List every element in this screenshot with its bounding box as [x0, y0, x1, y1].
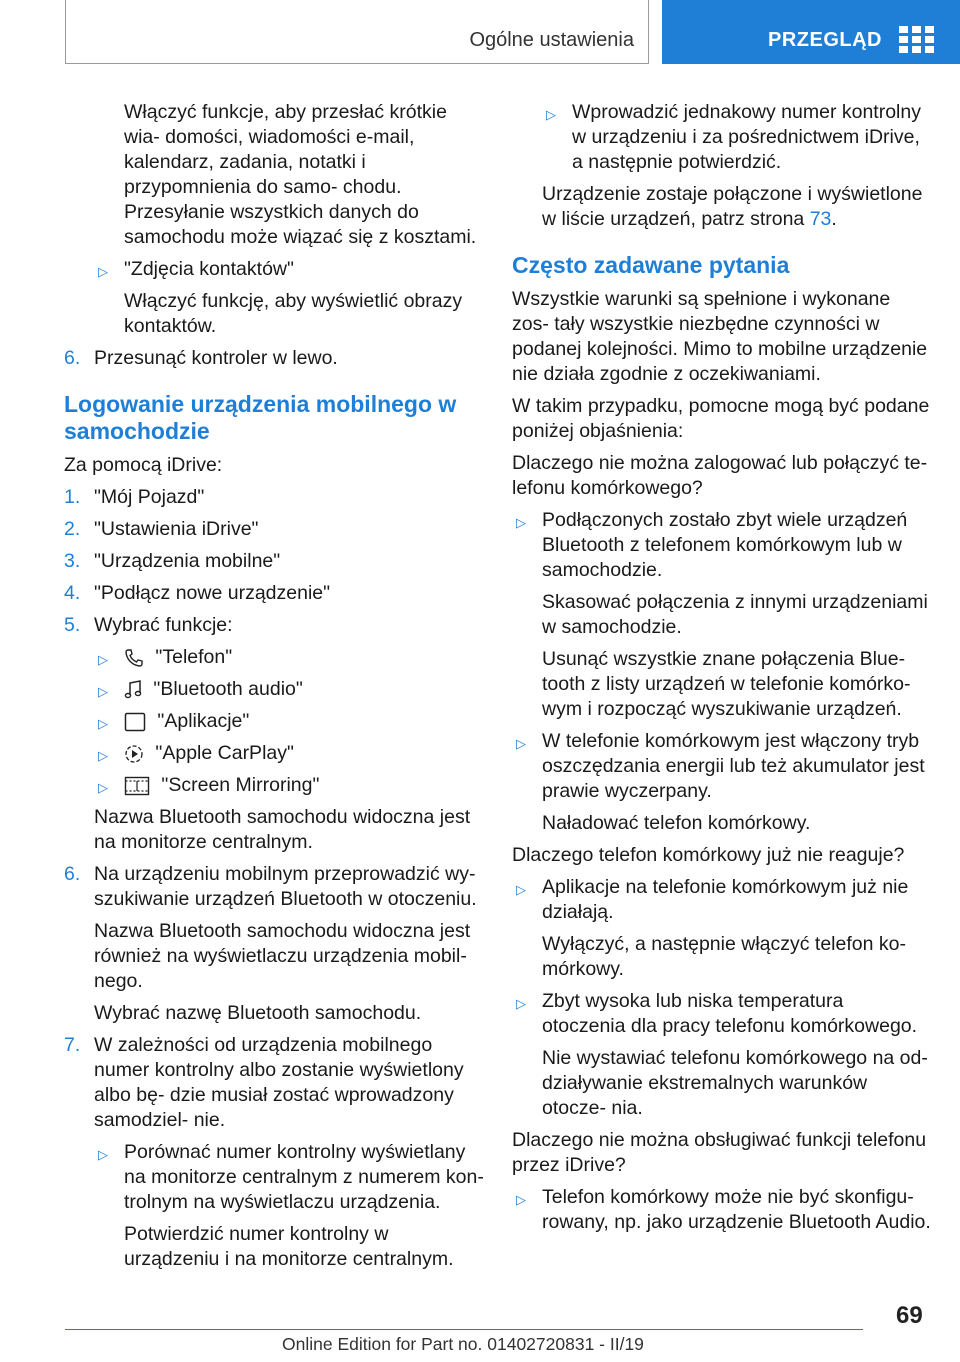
list-item-text: "Bluetooth audio"	[153, 678, 303, 700]
faq-question: Dlaczego nie można obsługiwać funkcji telefonu przez iDrive?	[512, 1129, 927, 1176]
step-item	[64, 1033, 484, 1133]
list-item-text: Podłączonych zostało zbyt wiele urządzeń Bluetooth z telefonem komórkowym lub w samochodzie.	[542, 509, 908, 581]
triangle-bullet-icon: ▷	[516, 996, 526, 1011]
list-item-text: Zbyt wysoka lub niska temperatura otoczenia dla pracy telefonu komórkowego.	[542, 990, 918, 1037]
triangle-bullet-icon: ▷	[516, 1192, 526, 1207]
step-item	[64, 613, 484, 638]
section-heading: Często zadawane pytania	[512, 252, 790, 278]
step-text: Na urządzeniu mobilnym przeprowadzić wy- szukiwanie urządzeń Bluetooth w otoczeniu.	[94, 863, 477, 910]
list-item	[64, 257, 484, 282]
step-number: 5.	[64, 614, 81, 636]
paragraph: Wyłączyć, a następnie włączyć telefon ko- mórkowy.	[542, 933, 906, 980]
list-item	[64, 709, 484, 734]
step-item	[64, 862, 484, 912]
step-text: Wybrać funkcje:	[94, 614, 233, 636]
footer-divider	[65, 1329, 863, 1330]
triangle-bullet-icon: ▷	[98, 684, 108, 699]
triangle-bullet-icon: ▷	[516, 882, 526, 897]
screen-mirroring-icon	[124, 776, 150, 796]
paragraph	[512, 182, 932, 232]
list-item	[64, 741, 484, 766]
list-item	[64, 773, 484, 798]
paragraph: Za pomocą iDrive:	[64, 454, 223, 476]
list-item-text: Telefon komórkowy może nie być skonfigu- rowany, np. jako urządzenie Bluetooth Audio.	[542, 1186, 931, 1233]
list-item-text: "Apple CarPlay"	[155, 742, 294, 764]
list-item-text: Wprowadzić jednakowy numer kontrolny w urządzeniu i za pośrednictwem iDrive, a następnie potwierdzić.	[572, 101, 921, 173]
paragraph: Skasować połączenia z innymi urządzeniami w samochodzie.	[542, 591, 928, 638]
step-text: "Podłącz nowe urządzenie"	[94, 582, 331, 604]
music-note-icon	[124, 680, 142, 700]
page-reference-link[interactable]: 73	[809, 208, 832, 230]
section-heading: Logowanie urządzenia mobilnego w samochodzie	[64, 391, 457, 444]
faq-question: Dlaczego telefon komórkowy już nie reaguje?	[512, 844, 905, 866]
triangle-bullet-icon: ▷	[98, 716, 108, 731]
step-text: W zależności od urządzenia mobilnego numer kontrolny albo zostanie wyświetlony albo bę- dzie musiał zostać wprowadzony samodziel- nie.	[94, 1034, 464, 1131]
step-number: 7.	[64, 1034, 81, 1056]
paragraph: Włączyć funkcję, aby wyświetlić obrazy kontaktów.	[124, 290, 463, 337]
list-item	[64, 1140, 484, 1215]
triangle-bullet-icon: ▷	[516, 515, 526, 530]
triangle-bullet-icon: ▷	[98, 1147, 108, 1162]
left-column	[64, 100, 484, 1279]
faq-question: Dlaczego nie można zalogować lub połączyć te- lefonu komórkowego?	[512, 452, 928, 499]
list-item	[512, 729, 932, 804]
list-item	[512, 875, 932, 925]
paragraph: Nie wystawiać telefonu komórkowego na od- działywanie ekstremalnych warunków otocze- nia.	[542, 1047, 928, 1119]
list-item-text: W telefonie komórkowym jest włączony tryb oszczędzania energii lub też akumulator jest prawie wyczerpany.	[542, 730, 925, 802]
list-item-text: "Screen Mirroring"	[161, 774, 320, 796]
page-number: 69	[896, 1302, 923, 1329]
list-item	[512, 989, 932, 1039]
step-number: 6.	[64, 863, 81, 885]
list-item	[64, 645, 484, 670]
section-title: Ogólne ustawienia	[469, 29, 634, 51]
step-item	[64, 517, 484, 542]
step-text: "Mój Pojazd"	[94, 486, 205, 508]
grid-icon	[899, 26, 934, 53]
paragraph-text: Urządzenie zostaje połączone i wyświetlone w liście urządzeń, patrz strona	[542, 183, 923, 230]
paragraph: Nazwa Bluetooth samochodu widoczna jest również na wyświetlaczu urządzenia mobil- nego.	[94, 920, 471, 992]
paragraph-text: .	[831, 208, 837, 230]
overview-nav-button[interactable]	[662, 0, 960, 64]
triangle-bullet-icon: ▷	[98, 652, 108, 667]
list-item-text: "Aplikacje"	[157, 710, 250, 732]
list-item	[512, 508, 932, 583]
step-text: Przesunąć kontroler w lewo.	[94, 347, 338, 369]
paragraph: Wybrać nazwę Bluetooth samochodu.	[94, 1002, 422, 1024]
list-item-text: "Telefon"	[155, 646, 233, 668]
list-item-text: Aplikacje na telefonie komórkowym już nie działają.	[542, 876, 909, 923]
list-item-text: Porównać numer kontrolny wyświetlany na monitorze centralnym z numerem kon- trolnym na wyświetlaczu urządzenia.	[124, 1141, 484, 1213]
paragraph: Naładować telefon komórkowy.	[542, 812, 811, 834]
triangle-bullet-icon: ▷	[98, 780, 108, 795]
list-item	[512, 100, 932, 175]
footer-edition: Online Edition for Part no. 01402720831 - II/19	[282, 1334, 644, 1354]
play-icon	[124, 744, 144, 764]
paragraph: Potwierdzić numer kontrolny w urządzeniu i na monitorze centralnym.	[124, 1223, 454, 1270]
list-item	[64, 677, 484, 702]
step-text: "Urządzenia mobilne"	[94, 550, 281, 572]
header-section-tab	[65, 0, 649, 64]
paragraph: Usunąć wszystkie znane połączenia Blue- tooth z listy urządzeń w telefonie komórko- wym i rozpocząć wyszukiwanie urządzeń.	[542, 648, 911, 720]
step-item	[64, 346, 484, 371]
paragraph: Wszystkie warunki są spełnione i wykonane zos- tały wszystkie niezbędne czynności w podanej kolejności. Mimo to mobilne urządzenie nie działa zgodnie z oczekiwaniami.	[512, 288, 928, 385]
phone-icon	[124, 648, 144, 668]
step-number: 2.	[64, 518, 81, 540]
paragraph: Włączyć funkcje, aby przesłać krótkie wia- domości, wiadomości e-mail, kalendarz, zadania, notatki i przypomnienia do samo- chodu. Przesyłanie wszystkich danych do samochodu może wiązać się z kosztami.	[124, 101, 477, 248]
step-item	[64, 485, 484, 510]
triangle-bullet-icon: ▷	[546, 107, 556, 122]
apps-icon	[124, 712, 146, 732]
list-item	[512, 1185, 932, 1235]
step-text: "Ustawienia iDrive"	[94, 518, 259, 540]
paragraph: Nazwa Bluetooth samochodu widoczna jest na monitorze centralnym.	[94, 806, 471, 853]
step-item	[64, 549, 484, 574]
triangle-bullet-icon: ▷	[516, 736, 526, 751]
triangle-bullet-icon: ▷	[98, 264, 108, 279]
step-item	[64, 581, 484, 606]
paragraph: W takim przypadku, pomocne mogą być podane poniżej objaśnienia:	[512, 395, 930, 442]
list-item-text: "Zdjęcia kontaktów"	[124, 258, 294, 280]
step-number: 3.	[64, 550, 81, 572]
overview-nav-label: PRZEGLĄD	[768, 29, 882, 51]
step-number: 1.	[64, 486, 81, 508]
right-column	[512, 100, 932, 1242]
step-number: 6.	[64, 347, 81, 369]
triangle-bullet-icon: ▷	[98, 748, 108, 763]
step-number: 4.	[64, 582, 81, 604]
